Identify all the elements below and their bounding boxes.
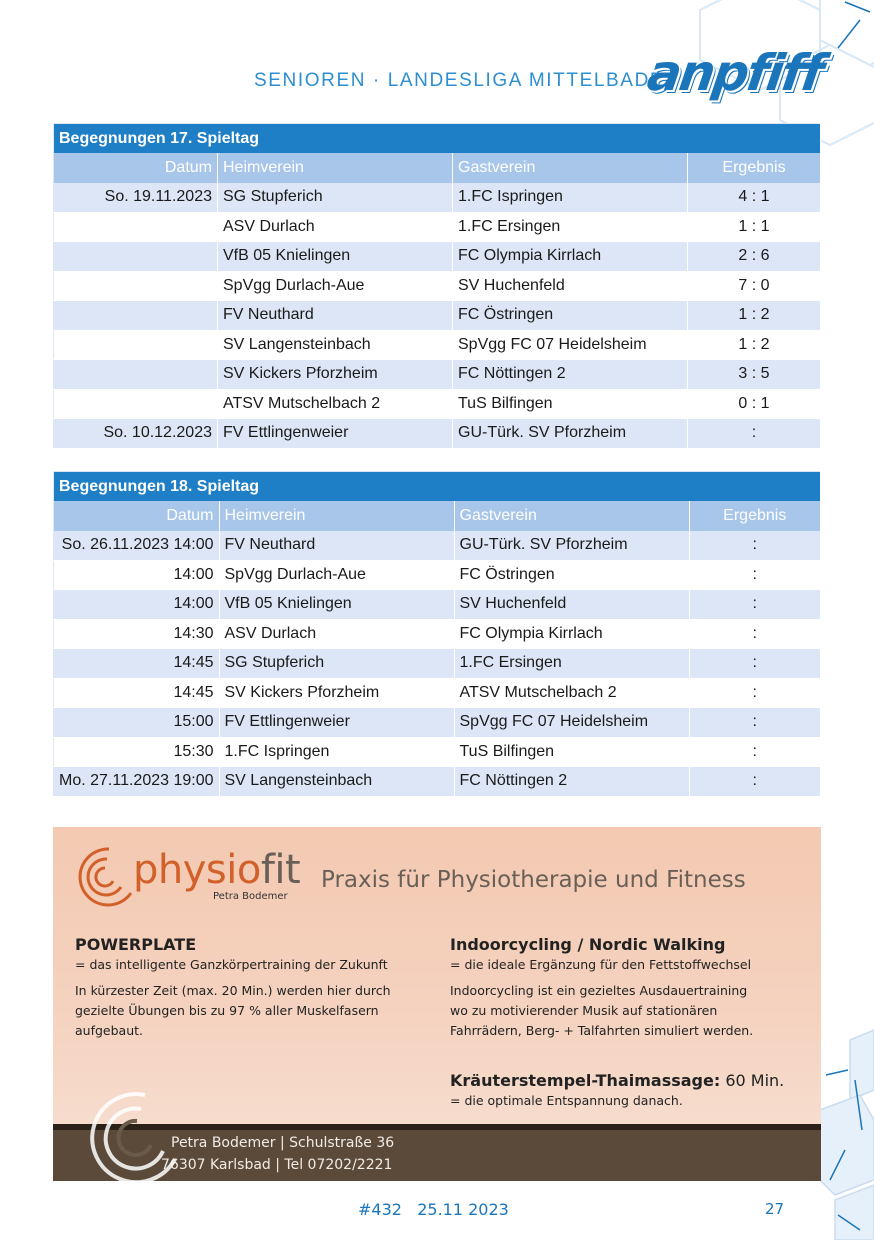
table-row xyxy=(54,737,821,767)
match-date xyxy=(54,360,218,390)
away-team: FC Nöttingen 2 xyxy=(453,360,688,390)
ad-tagline: Praxis für Physiotherapie und Fitness xyxy=(321,867,746,893)
massage-section xyxy=(450,1071,820,1117)
home-team: SpVgg Durlach-Aue xyxy=(219,560,454,590)
away-team: FC Olympia Kirrlach xyxy=(453,242,688,272)
powerplate-heading: POWERPLATE xyxy=(75,935,197,954)
match-result: 1 : 2 xyxy=(688,301,821,331)
indoorcycling-section xyxy=(450,935,820,1041)
match-result: 7 : 0 xyxy=(688,271,821,301)
match-result: : xyxy=(689,531,821,561)
table-row xyxy=(54,531,821,561)
match-result: : xyxy=(689,590,821,620)
match-result: 1 : 1 xyxy=(688,212,821,242)
powerplate-line-3: aufgebaut. xyxy=(75,1023,143,1038)
match-date: 14:00 xyxy=(54,590,220,620)
home-team: 1.FC Ispringen xyxy=(219,737,454,767)
column-date: Datum xyxy=(54,153,218,183)
home-team: SG Stupferich xyxy=(218,183,453,213)
match-date: So. 19.11.2023 xyxy=(54,183,218,213)
away-team: SV Huchenfeld xyxy=(453,271,688,301)
massage-sub: = die optimale Entspannung danach. xyxy=(450,1093,683,1108)
powerplate-line-2: gezielte Übungen bis zu 97 % aller Muskelfasern xyxy=(75,1003,379,1018)
contact-address: Petra Bodemer | Schulstraße 36 xyxy=(171,1135,395,1151)
table-row xyxy=(54,708,821,738)
match-result: : xyxy=(689,619,821,649)
issue-number-date: #432 25.11 2023 xyxy=(358,1200,509,1219)
home-team: SV Kickers Pforzheim xyxy=(219,678,454,708)
match-date xyxy=(54,389,218,419)
match-result: : xyxy=(689,560,821,590)
home-team: FV Neuthard xyxy=(218,301,453,331)
match-date: 15:00 xyxy=(54,708,220,738)
indoorcycling-sub: = die ideale Ergänzung für den Fettstoffwechsel xyxy=(450,957,752,972)
table-row xyxy=(54,271,821,301)
match-date: So. 26.11.2023 14:00 xyxy=(54,531,220,561)
indoorcycling-line-1: Indoorcycling ist ein gezieltes Ausdauertraining xyxy=(450,983,748,998)
anpfiff-logo: anpfiff xyxy=(643,44,826,102)
column-away: Gastverein xyxy=(453,153,688,183)
away-team: SpVgg FC 07 Heidelsheim xyxy=(454,708,689,738)
physiofit-advertisement xyxy=(53,827,821,1181)
indoorcycling-heading: Indoorcycling / Nordic Walking xyxy=(450,935,726,954)
table-row xyxy=(54,183,821,213)
column-away: Gastverein xyxy=(454,501,689,531)
home-team: FV Ettlingenweier xyxy=(219,708,454,738)
away-team: TuS Bilfingen xyxy=(454,737,689,767)
match-result: : xyxy=(689,737,821,767)
home-team: SG Stupferich xyxy=(219,649,454,679)
home-team: SV Langensteinbach xyxy=(219,767,454,797)
match-date: 14:45 xyxy=(54,678,220,708)
away-team: 1.FC Ersingen xyxy=(454,649,689,679)
match-date: 14:00 xyxy=(54,560,220,590)
matchday-18-title: Begegnungen 18. Spieltag xyxy=(54,472,821,502)
table-row xyxy=(54,619,821,649)
column-result: Ergebnis xyxy=(689,501,821,531)
away-team: TuS Bilfingen xyxy=(453,389,688,419)
powerplate-line-1: In kürzester Zeit (max. 20 Min.) werden hier durch xyxy=(75,983,391,998)
matchday-18-table xyxy=(53,471,821,797)
match-date: Mo. 27.11.2023 19:00 xyxy=(54,767,220,797)
home-team: VfB 05 Knielingen xyxy=(219,590,454,620)
match-result: : xyxy=(688,419,821,449)
match-date: 15:30 xyxy=(54,737,220,767)
table-row xyxy=(54,242,821,272)
indoorcycling-line-2: wo zu motivierender Musik auf stationären xyxy=(450,1003,718,1018)
away-team: GU-Türk. SV Pforzheim xyxy=(454,531,689,561)
table-row xyxy=(54,330,821,360)
section-title: SENIOREN · LANDESLIGA MITTELBADEN xyxy=(254,70,680,91)
match-result: 3 : 5 xyxy=(688,360,821,390)
column-date: Datum xyxy=(54,501,220,531)
home-team: SpVgg Durlach-Aue xyxy=(218,271,453,301)
away-team: 1.FC Ispringen xyxy=(453,183,688,213)
match-date xyxy=(54,330,218,360)
home-team: ATSV Mutschelbach 2 xyxy=(218,389,453,419)
table-row xyxy=(54,212,821,242)
home-team: FV Ettlingenweier xyxy=(218,419,453,449)
matchday-17-table xyxy=(53,123,821,449)
table-row xyxy=(54,767,821,797)
away-team: 1.FC Ersingen xyxy=(453,212,688,242)
contact-swirl-icon xyxy=(75,1089,195,1181)
match-result: 4 : 1 xyxy=(688,183,821,213)
match-date xyxy=(54,212,218,242)
column-home: Heimverein xyxy=(218,153,453,183)
table-row xyxy=(54,560,821,590)
powerplate-section xyxy=(75,935,435,1041)
match-result: : xyxy=(689,708,821,738)
match-result: : xyxy=(689,649,821,679)
table-row xyxy=(54,301,821,331)
away-team: FC Östringen xyxy=(453,301,688,331)
home-team: ASV Durlach xyxy=(218,212,453,242)
home-team: SV Kickers Pforzheim xyxy=(218,360,453,390)
table-row xyxy=(54,419,821,449)
contact-city-phone: 76307 Karlsbad | Tel 07202/2221 xyxy=(161,1157,393,1173)
match-result: : xyxy=(689,767,821,797)
away-team: GU-Türk. SV Pforzheim xyxy=(453,419,688,449)
match-result: 1 : 2 xyxy=(688,330,821,360)
away-team: SV Huchenfeld xyxy=(454,590,689,620)
match-result: 2 : 6 xyxy=(688,242,821,272)
home-team: FV Neuthard xyxy=(219,531,454,561)
match-date: 14:45 xyxy=(54,649,220,679)
massage-heading: Kräuterstempel-Thaimassage: xyxy=(450,1071,721,1090)
match-result: : xyxy=(689,678,821,708)
column-result: Ergebnis xyxy=(688,153,821,183)
away-team: FC Nöttingen 2 xyxy=(454,767,689,797)
matchday-17-title: Begegnungen 17. Spieltag xyxy=(54,124,821,154)
match-date: 14:30 xyxy=(54,619,220,649)
match-date xyxy=(54,301,218,331)
table-row xyxy=(54,649,821,679)
column-home: Heimverein xyxy=(219,501,454,531)
physiofit-brand xyxy=(133,847,300,893)
home-team: VfB 05 Knielingen xyxy=(218,242,453,272)
match-result: 0 : 1 xyxy=(688,389,821,419)
powerplate-sub: = das intelligente Ganzkörpertraining der Zukunft xyxy=(75,957,388,972)
brand-fit: fit xyxy=(260,847,301,893)
away-team: SpVgg FC 07 Heidelsheim xyxy=(453,330,688,360)
table-row xyxy=(54,360,821,390)
indoorcycling-line-3: Fahrrädern, Berg- + Talfahrten simuliert werden. xyxy=(450,1023,754,1038)
away-team: FC Olympia Kirrlach xyxy=(454,619,689,649)
home-team: ASV Durlach xyxy=(219,619,454,649)
massage-duration: 60 Min. xyxy=(720,1071,785,1090)
page-number: 27 xyxy=(765,1200,785,1218)
away-team: ATSV Mutschelbach 2 xyxy=(454,678,689,708)
away-team: FC Östringen xyxy=(454,560,689,590)
brand-physio: physio xyxy=(133,847,261,893)
match-date xyxy=(54,242,218,272)
match-date xyxy=(54,271,218,301)
match-date: So. 10.12.2023 xyxy=(54,419,218,449)
table-row xyxy=(54,389,821,419)
table-row xyxy=(54,678,821,708)
brand-owner: Petra Bodemer xyxy=(213,891,288,902)
table-row xyxy=(54,590,821,620)
home-team: SV Langensteinbach xyxy=(218,330,453,360)
